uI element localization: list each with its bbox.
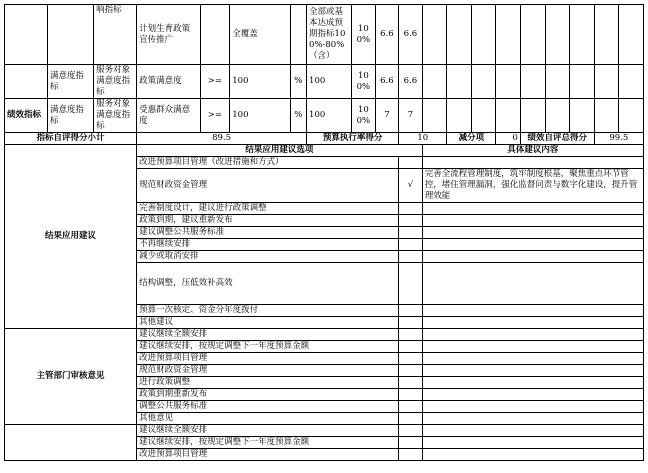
option-content — [422, 251, 643, 263]
operator-cell: >= — [200, 65, 230, 99]
deduct-label: 减分项 — [447, 133, 496, 145]
level3-cell: 服务对象满意度指标 — [94, 99, 137, 133]
level2-cell — [48, 5, 94, 65]
self-score-value: 89.5 — [137, 133, 307, 145]
tail-section-label — [5, 425, 137, 461]
table-row — [5, 65, 644, 99]
indicator-name-cell: 计划生育政策宣传推广 — [137, 5, 200, 65]
option-content — [422, 305, 643, 317]
option-text: 改进预算项目管理（改进措施和方式） — [137, 157, 399, 169]
review-content — [422, 341, 643, 353]
review-content — [422, 353, 643, 365]
options-header-row — [5, 145, 644, 157]
option-check[interactable] — [399, 263, 423, 305]
review-option: 其他意见 — [137, 413, 399, 425]
option-check[interactable] — [399, 157, 423, 169]
option-check[interactable]: √ — [399, 169, 423, 203]
rate-cell: 100% — [352, 5, 376, 65]
indicator-name-cell: 政策满意度 — [137, 65, 200, 99]
option-content — [422, 317, 643, 329]
option-content — [422, 215, 643, 227]
option-check[interactable] — [399, 305, 423, 317]
tail-row — [5, 425, 644, 437]
option-content — [422, 157, 643, 169]
option-text: 完善制度设计，建议进行政策调整 — [137, 203, 399, 215]
deduct-value: 0 — [496, 133, 521, 145]
review-check[interactable] — [399, 401, 423, 413]
option-content — [422, 239, 643, 251]
option-check[interactable] — [399, 227, 423, 239]
tail-option: 改进预算项目管理 — [137, 449, 399, 461]
tail-check[interactable] — [399, 437, 423, 449]
review-check[interactable] — [399, 377, 423, 389]
weight-cell: 6.6 — [375, 65, 399, 99]
total-score-label: 绩效自评总得分 — [520, 133, 594, 145]
option-text: 结构调整，压低效补高效 — [137, 263, 399, 305]
review-check[interactable] — [399, 365, 423, 377]
summary-row — [5, 133, 644, 145]
unit-cell: % — [290, 99, 306, 133]
review-content — [422, 389, 643, 401]
review-option: 调整公共服务标准 — [137, 401, 399, 413]
operator-cell — [200, 5, 230, 65]
review-row — [5, 329, 644, 341]
tail-content — [422, 425, 643, 437]
review-check[interactable] — [399, 341, 423, 353]
budget-score-label: 预算执行率得分 — [307, 133, 399, 145]
review-check[interactable] — [399, 413, 423, 425]
score-cell: 6.6 — [399, 5, 423, 65]
option-check[interactable] — [399, 239, 423, 251]
option-content — [422, 263, 643, 305]
total-score-value: 99.5 — [594, 133, 643, 145]
option-content — [422, 227, 643, 239]
operator-cell: >= — [200, 99, 230, 133]
option-text: 其他建议 — [137, 317, 399, 329]
table-row — [5, 99, 644, 133]
target-cell: 全覆盖 — [230, 5, 290, 65]
review-content — [422, 365, 643, 377]
tail-option: 建议继续全额安排 — [137, 425, 399, 437]
weight-cell: 7 — [375, 99, 399, 133]
option-check[interactable] — [399, 203, 423, 215]
review-check[interactable] — [399, 329, 423, 341]
target-cell: 100 — [230, 65, 290, 99]
result-section-label: 结果应用建议 — [5, 145, 137, 329]
review-option: 建议继续安排，按规定调整下一年度预算金额 — [137, 341, 399, 353]
weight-cell: 6.6 — [375, 5, 399, 65]
score-cell: 6.6 — [399, 65, 423, 99]
option-check[interactable] — [399, 251, 423, 263]
review-check[interactable] — [399, 389, 423, 401]
level2-cell: 满意度指标 — [48, 65, 94, 99]
option-text: 不再继续安排 — [137, 239, 399, 251]
review-content — [422, 401, 643, 413]
review-option: 建议继续全额安排 — [137, 329, 399, 341]
tail-option: 建议继续安排，按规定调整下一年度预算金额 — [137, 437, 399, 449]
review-option: 规范财政资金管理 — [137, 365, 399, 377]
rate-cell: 100% — [352, 65, 376, 99]
options-header: 结果应用建议选项 — [137, 145, 423, 157]
review-option: 进行政策调整 — [137, 377, 399, 389]
actual-cell: 100 — [307, 99, 352, 133]
tail-check[interactable] — [399, 449, 423, 461]
option-check[interactable] — [399, 215, 423, 227]
indicator-name-cell: 受惠群众满意度 — [137, 99, 200, 133]
tail-content — [422, 437, 643, 449]
option-text: 建议调整公共服务标准 — [137, 227, 399, 239]
level1-cell — [5, 5, 48, 65]
option-content: 完善全流程管理制度，筑牢制度根基，聚焦重点环节管控，堵住管理漏洞，强化监督问责与数字化建设，提升管理效能 — [422, 169, 643, 203]
rate-cell: 100% — [352, 99, 376, 133]
performance-table — [4, 4, 644, 461]
review-content — [422, 329, 643, 341]
level3-cell: 服务对象满意度指标 — [94, 65, 137, 99]
review-content — [422, 377, 643, 389]
review-check[interactable] — [399, 353, 423, 365]
option-check[interactable] — [399, 317, 423, 329]
tail-check[interactable] — [399, 425, 423, 437]
level1-cell — [5, 65, 48, 99]
content-header: 具体建议内容 — [422, 145, 643, 157]
budget-score-value: 10 — [399, 133, 447, 145]
review-option: 改进预算项目管理 — [137, 353, 399, 365]
option-text: 减少或取消安排 — [137, 251, 399, 263]
target-cell: 100 — [230, 99, 290, 133]
option-text: 政策到期，建议重新发布 — [137, 215, 399, 227]
review-option: 政策到期重新发布 — [137, 389, 399, 401]
tail-content — [422, 449, 643, 461]
option-text: 规范财政资金管理 — [137, 169, 399, 203]
level2-cell: 满意度指标 — [48, 99, 94, 133]
self-score-label: 指标自评得分小计 — [5, 133, 137, 145]
option-text: 预算一次核定、资金分年度拨付 — [137, 305, 399, 317]
level1-cell: 绩效指标 — [5, 99, 48, 133]
actual-cell: 全部或基本达成预期指标100%-80%（含） — [307, 5, 352, 65]
review-content — [422, 413, 643, 425]
review-section-label: 主管部门审核意见 — [5, 329, 137, 425]
score-cell: 7 — [399, 99, 423, 133]
actual-cell: 100 — [307, 65, 352, 99]
unit-cell: % — [290, 65, 306, 99]
unit-cell — [290, 5, 306, 65]
table-row — [5, 5, 644, 65]
option-content — [422, 203, 643, 215]
level3-cell: 响指标 — [94, 5, 137, 65]
